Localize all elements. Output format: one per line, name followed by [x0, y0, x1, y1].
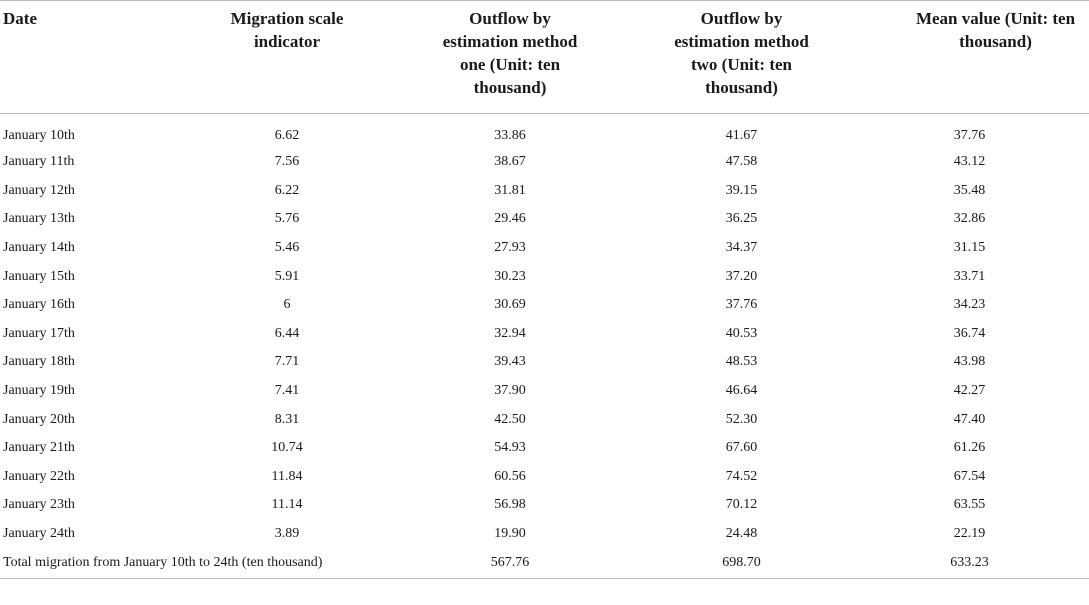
method-one-cell: 19.90	[494, 526, 526, 542]
method-two-cell: 67.60	[725, 440, 758, 456]
date-cell: January 15th	[3, 268, 75, 284]
table-row	[0, 348, 1089, 377]
method-two-cell: 37.20	[725, 268, 758, 284]
header-mean-value: Mean value (Unit: ten thousand)	[850, 1, 1089, 114]
table-row	[0, 320, 1089, 349]
mean-cell: 47.40	[953, 411, 986, 427]
header-method-one: Outflow by estimation method one (Unit: ten thousand)	[387, 1, 633, 114]
method-two-cell: 70.12	[725, 497, 758, 513]
method-one-cell: 60.56	[494, 468, 526, 484]
mean-cell: 42.27	[953, 383, 986, 399]
method-two-cell: 37.76	[725, 297, 758, 313]
date-cell: January 14th	[3, 240, 75, 256]
table-row	[0, 520, 1089, 549]
date-cell: January 13th	[3, 211, 75, 227]
table-body	[0, 114, 1089, 579]
table-row	[0, 491, 1089, 520]
mean-cell: 61.26	[953, 440, 986, 456]
mean-cell: 36.74	[953, 325, 986, 341]
method-two-cell: 74.52	[725, 468, 758, 484]
method-one-cell: 33.86	[494, 128, 526, 143]
method-one-cell: 30.23	[494, 268, 526, 284]
scale-cell: 5.46	[274, 240, 300, 256]
date-cell: January 16th	[3, 297, 75, 313]
table-row	[0, 434, 1089, 463]
method-two-cell: 36.25	[725, 211, 758, 227]
table-row	[0, 291, 1089, 320]
mean-cell: 33.71	[953, 268, 986, 284]
total-method-one: 567.76	[387, 548, 633, 579]
total-row	[0, 548, 1089, 579]
scale-cell: 6.22	[274, 182, 300, 198]
scale-cell: 5.91	[274, 268, 300, 284]
method-two-cell: 40.53	[725, 325, 758, 341]
date-cell: January 24th	[3, 526, 75, 542]
method-one-cell: 30.69	[494, 297, 526, 313]
method-two-cell: 46.64	[725, 383, 758, 399]
mean-cell: 22.19	[953, 526, 986, 542]
date-cell: January 12th	[3, 182, 75, 198]
date-cell: January 21th	[3, 440, 75, 456]
total-mean: 633.23	[850, 548, 1089, 579]
mean-cell: 34.23	[953, 297, 986, 313]
table-row	[0, 405, 1089, 434]
method-two-cell: 47.58	[725, 154, 758, 170]
header-migration-scale: Migration scale indicator	[187, 1, 387, 114]
table-row	[0, 114, 1089, 149]
method-two-cell: 39.15	[725, 182, 758, 198]
date-cell: January 23th	[3, 497, 75, 513]
table-row	[0, 463, 1089, 492]
date-cell: January 18th	[3, 354, 75, 370]
method-one-cell: 27.93	[494, 240, 526, 256]
total-method-two: 698.70	[633, 548, 850, 579]
table-row	[0, 177, 1089, 206]
table-row	[0, 262, 1089, 291]
scale-cell: 10.74	[271, 440, 303, 456]
mean-cell: 43.12	[953, 154, 986, 170]
scale-cell: 6.44	[274, 325, 300, 341]
date-cell: January 11th	[3, 154, 75, 170]
date-cell: January 20th	[3, 411, 75, 427]
mean-cell: 37.76	[953, 128, 986, 143]
scale-cell: 7.71	[274, 354, 300, 370]
scale-cell: 7.56	[274, 154, 300, 170]
method-one-cell: 37.90	[494, 383, 526, 399]
scale-cell: 11.14	[271, 497, 303, 513]
table-row	[0, 377, 1089, 406]
scale-cell: 5.76	[274, 211, 300, 227]
scale-cell: 3.89	[274, 526, 300, 542]
header-method-two: Outflow by estimation method two (Unit: ten thousand)	[633, 1, 850, 114]
method-one-cell: 39.43	[494, 354, 526, 370]
method-two-cell: 24.48	[725, 526, 758, 542]
table-row	[0, 234, 1089, 263]
method-two-cell: 34.37	[725, 240, 758, 256]
date-cell: January 17th	[3, 325, 75, 341]
mean-cell: 32.86	[953, 211, 986, 227]
date-cell: January 22th	[3, 468, 75, 484]
date-cell: January 10th	[3, 128, 75, 143]
mean-cell: 63.55	[953, 497, 986, 513]
method-one-cell: 32.94	[494, 325, 526, 341]
method-one-cell: 29.46	[494, 211, 526, 227]
scale-cell: 6	[283, 297, 291, 313]
date-cell: January 19th	[3, 383, 75, 399]
mean-cell: 31.15	[953, 240, 986, 256]
total-label: Total migration from January 10th to 24th (ten thousand)	[0, 548, 387, 579]
method-one-cell: 56.98	[494, 497, 526, 513]
header-date: Date	[0, 1, 187, 114]
method-one-cell: 38.67	[494, 154, 526, 170]
mean-cell: 67.54	[953, 468, 986, 484]
scale-cell: 8.31	[274, 411, 300, 427]
method-two-cell: 52.30	[725, 411, 758, 427]
scale-cell: 7.41	[274, 383, 300, 399]
table-row	[0, 205, 1089, 234]
method-two-cell: 41.67	[725, 128, 758, 143]
table-row	[0, 148, 1089, 177]
method-one-cell: 31.81	[494, 182, 526, 198]
scale-cell: 11.84	[271, 468, 303, 484]
method-two-cell: 48.53	[725, 354, 758, 370]
table-header	[0, 1, 1089, 114]
scale-cell: 6.62	[274, 128, 300, 143]
method-one-cell: 42.50	[494, 411, 526, 427]
method-one-cell: 54.93	[494, 440, 526, 456]
header-row	[0, 1, 1089, 114]
mean-cell: 43.98	[953, 354, 986, 370]
mean-cell: 35.48	[953, 182, 986, 198]
